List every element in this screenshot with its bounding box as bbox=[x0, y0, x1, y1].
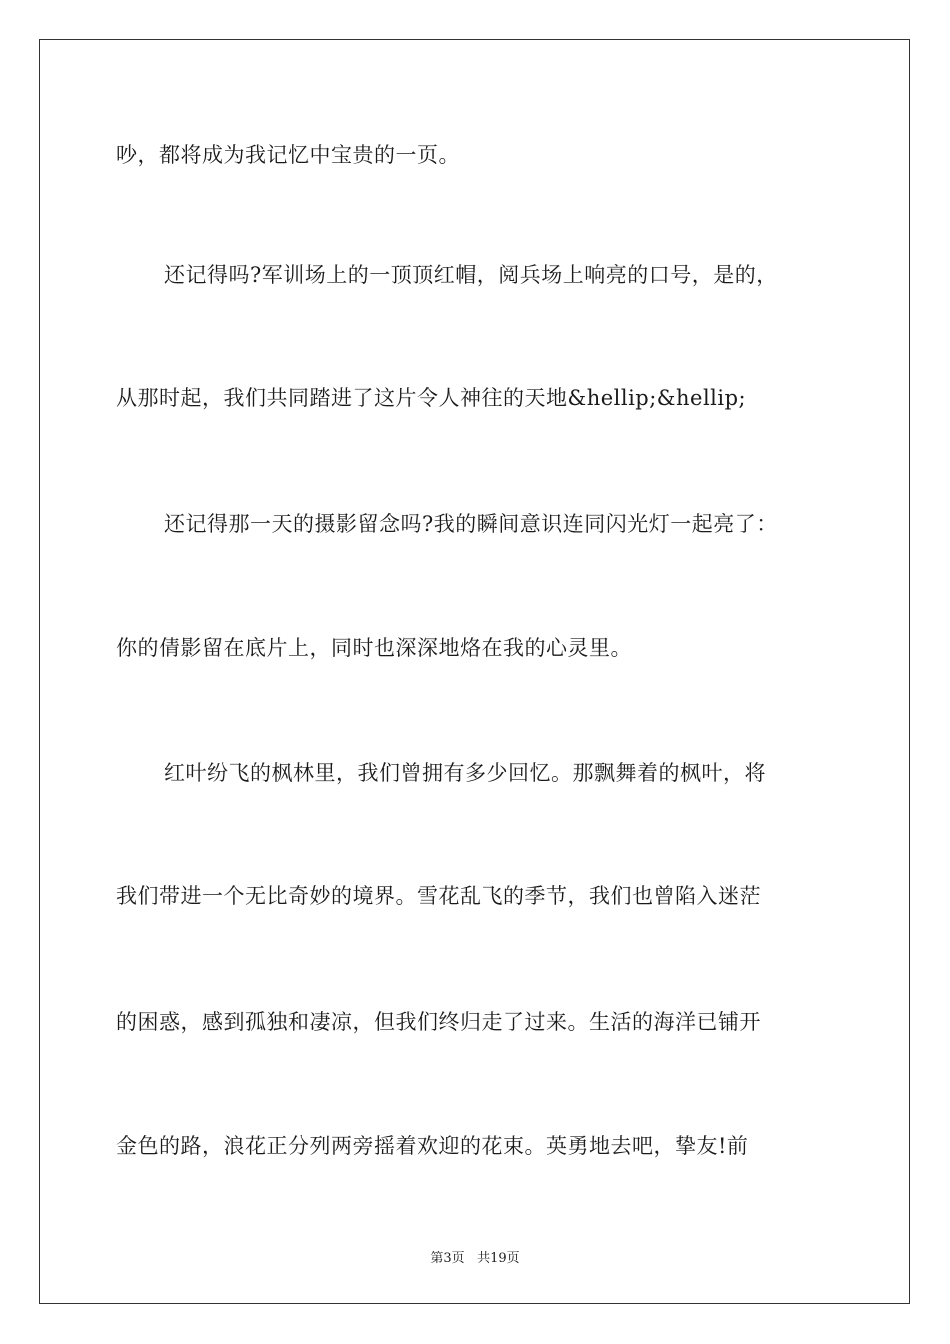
text-line-8: 的困惑，感到孤独和凄凉，但我们终归走了过来。生活的海洋已铺开 bbox=[116, 1010, 761, 1034]
page-border bbox=[39, 39, 910, 1304]
page-footer bbox=[0, 1247, 950, 1266]
text-line-4: 还记得那一天的摄影留念吗?我的瞬间意识连同闪光灯一起亮了： bbox=[164, 512, 778, 536]
text-line-2: 还记得吗?军训场上的一顶顶红帽，阅兵场上响亮的口号，是的， bbox=[164, 263, 778, 287]
page-total: 共19页 bbox=[477, 1251, 520, 1266]
text-line-1: 吵，都将成为我记忆中宝贵的一页。 bbox=[116, 143, 460, 167]
text-line-6: 红叶纷飞的枫林里，我们曾拥有多少回忆。那飘舞着的枫叶，将 bbox=[164, 761, 766, 785]
text-line-3: 从那时起，我们共同踏进了这片令人神往的天地&hellip;&hellip; bbox=[116, 386, 747, 410]
text-line-5: 你的倩影留在底片上，同时也深深地烙在我的心灵里。 bbox=[116, 636, 632, 660]
text-line-7: 我们带进一个无比奇妙的境界。雪花乱飞的季节，我们也曾陷入迷茫 bbox=[116, 884, 761, 908]
text-line-9: 金色的路，浪花正分列两旁摇着欢迎的花束。英勇地去吧，挚友!前 bbox=[116, 1134, 749, 1158]
page-number: 第3页 bbox=[430, 1251, 465, 1266]
